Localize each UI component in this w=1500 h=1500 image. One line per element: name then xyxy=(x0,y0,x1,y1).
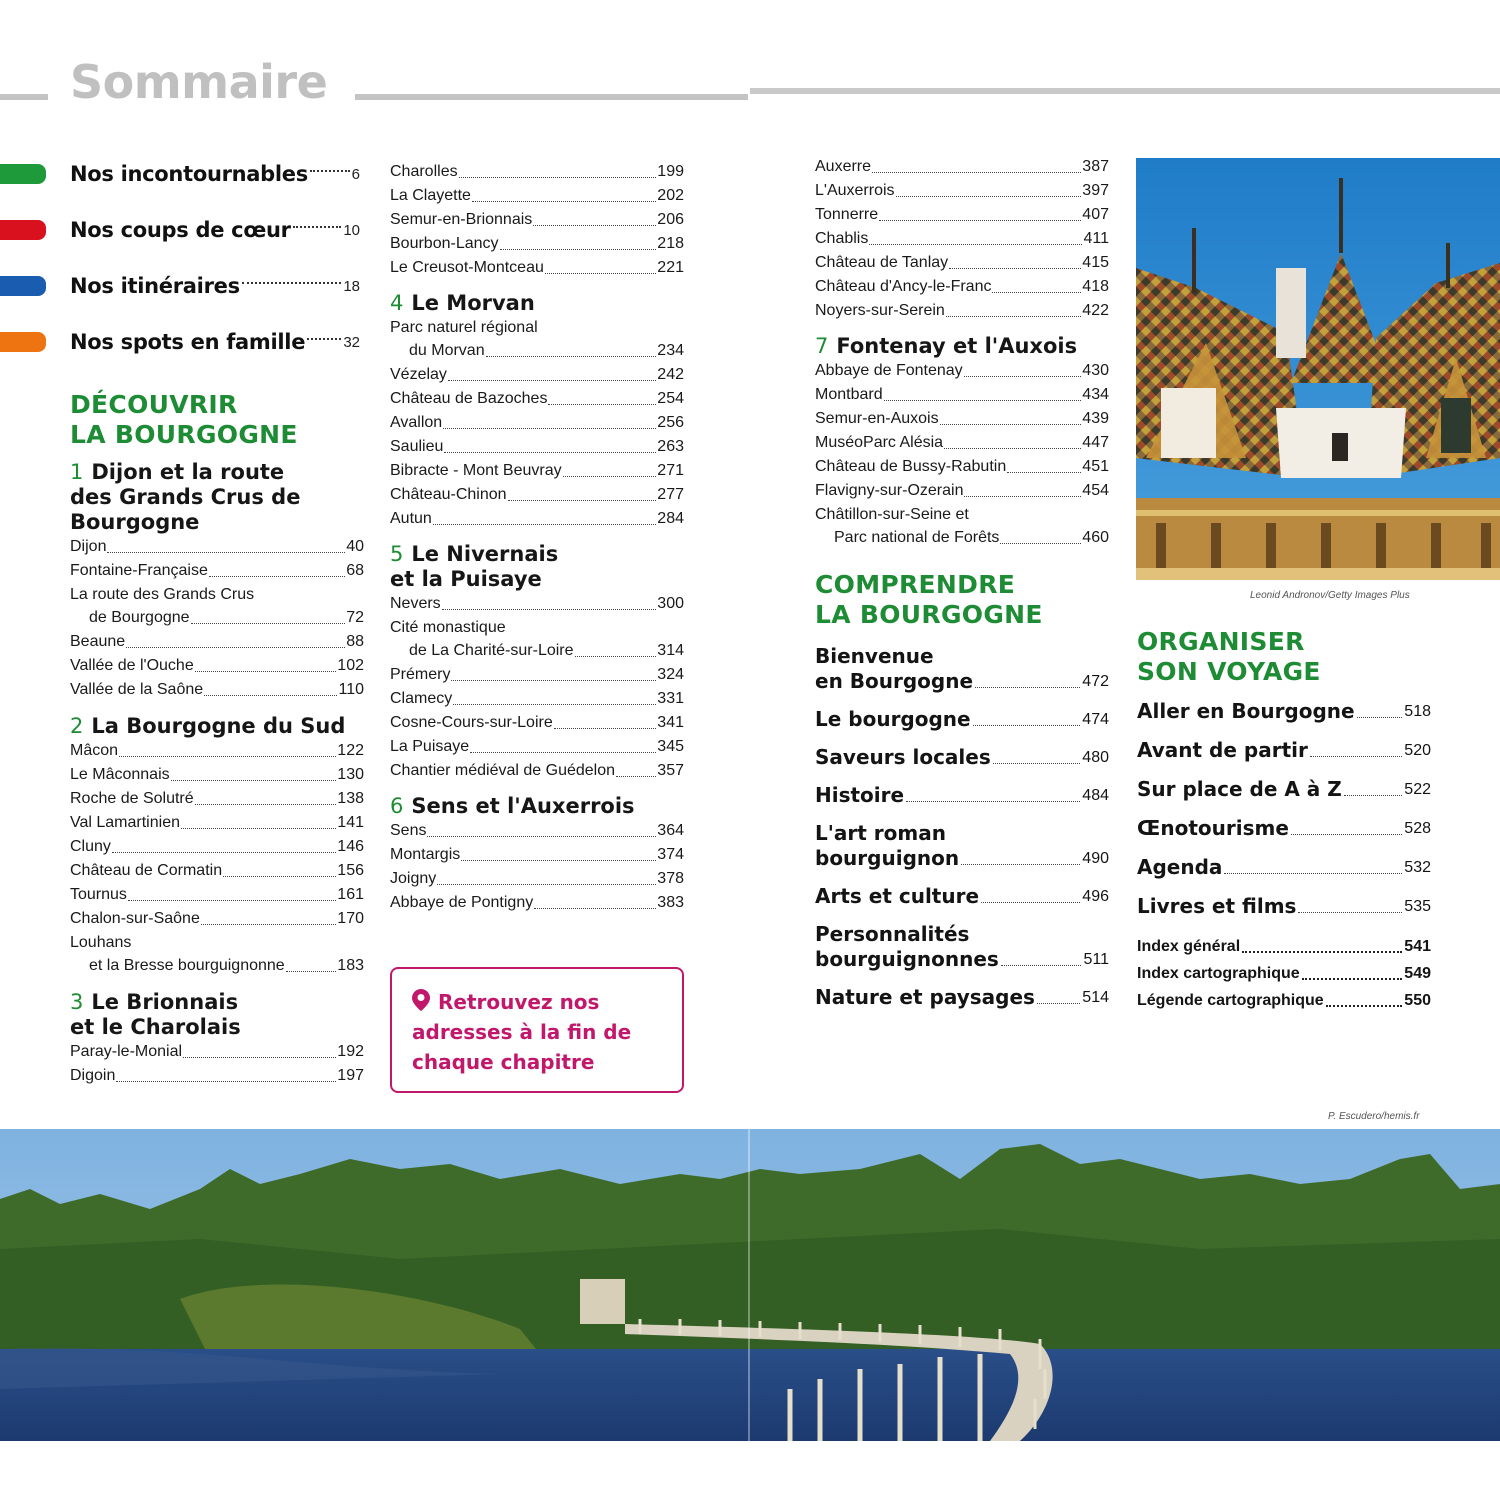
toc-entry[interactable]: Le Mâconnais 130 xyxy=(70,766,364,783)
toc-entry[interactable]: Livres et films 535 xyxy=(1137,894,1431,918)
toc-entry[interactable]: Chalon-sur-Saône 170 xyxy=(70,910,364,927)
hospices-de-beaune-photo xyxy=(1136,158,1500,580)
section-title-line: SON VOYAGE xyxy=(1137,657,1321,686)
toc-entry[interactable]: Autun 284 xyxy=(390,510,684,527)
section-title-line: COMPRENDRE xyxy=(815,570,1016,599)
page-number: 32 xyxy=(343,333,360,351)
toc-entry[interactable]: Roche de Solutré 138 xyxy=(70,790,364,807)
chapter-3-heading[interactable] xyxy=(70,990,364,1040)
section-title-line: DÉCOUVRIR xyxy=(70,390,238,419)
highlight-label: Nos itinéraires xyxy=(70,274,240,298)
toc-entry[interactable]: MuséoParc Alésia 447 xyxy=(815,434,1109,451)
chapter-6-heading[interactable] xyxy=(390,794,684,819)
comprendre-list xyxy=(815,644,1109,1010)
toc-entry[interactable]: La Clayette 202 xyxy=(390,187,684,204)
toc-column-4 xyxy=(1137,627,1431,1014)
chapter-title: Dijon et la route xyxy=(91,460,285,484)
chapter-title: et le Charolais xyxy=(70,1015,241,1039)
photo-credit-top: Leonid Andronov/Getty Images Plus xyxy=(1250,590,1410,601)
toc-entry[interactable]: Cosne-Cours-sur-Loire 341 xyxy=(390,714,684,731)
toc-entry[interactable]: Vézelay 242 xyxy=(390,366,684,383)
toc-entry[interactable]: Cluny 146 xyxy=(70,838,364,855)
toc-entry-first-line[interactable]: Personnalités xyxy=(815,922,970,946)
chapter-title: La Bourgogne du Sud xyxy=(91,714,346,738)
section-title-line: ORGANISER xyxy=(1137,627,1305,656)
toc-entry[interactable]: Val Lamartinien 141 xyxy=(70,814,364,831)
highlight-label: Nos spots en famille xyxy=(70,330,306,354)
toc-entry[interactable]: Beaune 88 xyxy=(70,633,364,650)
highlight-itineraires[interactable] xyxy=(0,271,360,301)
toc-entry[interactable]: Bourbon-Lancy 218 xyxy=(390,235,684,252)
highlight-spots-famille[interactable] xyxy=(0,327,360,357)
chapter-title: Bourgogne xyxy=(70,510,200,534)
title-rule-right-page xyxy=(750,88,1500,94)
title-rule-right xyxy=(355,94,748,100)
toc-entry[interactable]: Château de Bazoches 254 xyxy=(390,390,684,407)
toc-entry[interactable]: Le bourgogne 474 xyxy=(815,707,1109,731)
toc-entry-first-line[interactable]: Cité monastique xyxy=(390,619,506,636)
toc-entry[interactable]: Abbaye de Fontenay 430 xyxy=(815,362,1109,379)
toc-entry[interactable]: Saulieu 263 xyxy=(390,438,684,455)
toc-entry[interactable]: Clamecy 331 xyxy=(390,690,684,707)
toc-entry[interactable]: Auxerre 387 xyxy=(815,158,1109,175)
chapter-5-heading[interactable] xyxy=(390,542,684,592)
toc-entry[interactable]: Château-Chinon 277 xyxy=(390,486,684,503)
callout-text: Retrouvez nos adresses à la fin de chaque chapitre xyxy=(412,990,632,1074)
toc-entry-first-line[interactable]: L'art roman xyxy=(815,821,946,845)
section-title-line: LA BOURGOGNE xyxy=(815,600,1043,629)
chapter-number: 7 xyxy=(815,334,829,358)
toc-entry[interactable]: du Morvan 234 xyxy=(409,342,684,359)
index-entry[interactable]: Légende cartographique 550 xyxy=(1137,992,1431,1009)
red-tab-marker xyxy=(0,220,46,240)
chapter-1-heading[interactable] xyxy=(70,460,364,535)
toc-entry[interactable]: Sens 364 xyxy=(390,822,684,839)
toc-entry[interactable]: Château d'Ancy-le-Franc 418 xyxy=(815,278,1109,295)
leader-dots xyxy=(307,338,341,340)
chapter-number: 3 xyxy=(70,990,84,1014)
toc-entry-first-line[interactable]: Bienvenue xyxy=(815,644,934,668)
highlight-coups-de-coeur[interactable] xyxy=(0,215,360,245)
toc-entry[interactable]: Flavigny-sur-Ozerain 454 xyxy=(815,482,1109,499)
index-entry[interactable]: Index cartographique 549 xyxy=(1137,965,1431,982)
toc-entry[interactable]: Montargis 374 xyxy=(390,846,684,863)
toc-entry[interactable]: Saveurs locales 480 xyxy=(815,745,1109,769)
chapter-number: 6 xyxy=(390,794,404,818)
chapter-number: 1 xyxy=(70,460,84,484)
page-number: 10 xyxy=(343,221,360,239)
toc-entry[interactable]: et la Bresse bourguignonne 183 xyxy=(89,957,364,974)
toc-entry-first-line[interactable]: Châtillon-sur-Seine et xyxy=(815,506,969,523)
index-entry[interactable]: Index général 541 xyxy=(1137,938,1431,955)
green-tab-marker xyxy=(0,164,46,184)
highlight-label: Nos coups de cœur xyxy=(70,218,291,242)
toc-entry[interactable]: Bibracte - Mont Beuvray 271 xyxy=(390,462,684,479)
section-title-organiser xyxy=(1137,627,1431,687)
toc-entry[interactable]: Abbaye de Pontigny 383 xyxy=(390,894,684,911)
toc-entry[interactable]: Château de Bussy-Rabutin 451 xyxy=(815,458,1109,475)
page-number: 6 xyxy=(351,165,360,183)
toc-column-1 xyxy=(70,390,364,1088)
toc-entry[interactable]: Agenda 532 xyxy=(1137,855,1431,879)
leader-dots xyxy=(293,226,342,228)
lake-boardwalk-photo xyxy=(0,1129,1500,1441)
toc-entry[interactable]: Château de Tanlay 415 xyxy=(815,254,1109,271)
photo-credit-bottom: P. Escudero/hemis.fr xyxy=(1328,1111,1420,1122)
toc-entry[interactable]: Digoin 197 xyxy=(70,1067,364,1084)
toc-entry[interactable]: L'Auxerrois 397 xyxy=(815,182,1109,199)
chapter-title: Le Brionnais xyxy=(91,990,239,1014)
section-title-comprendre xyxy=(815,570,1109,630)
index-list xyxy=(1137,933,1431,1014)
toc-entry[interactable]: Nature et paysages 514 xyxy=(815,985,1109,1009)
toc-entry[interactable]: en Bourgogne 472 xyxy=(815,669,1109,693)
highlight-incontournables[interactable] xyxy=(0,159,360,189)
toc-entry[interactable]: Joigny 378 xyxy=(390,870,684,887)
toc-entry[interactable]: Paray-le-Monial 192 xyxy=(70,1043,364,1060)
toc-entry[interactable]: Noyers-sur-Serein 422 xyxy=(815,302,1109,319)
toc-entry[interactable]: Mâcon 122 xyxy=(70,742,364,759)
section-title-decouvrir xyxy=(70,390,364,450)
chapter-title: Sens et l'Auxerrois xyxy=(411,794,635,818)
photo-lake-illustration xyxy=(0,1129,1500,1441)
map-pin-icon xyxy=(412,989,430,1011)
title-rule-left xyxy=(0,94,48,100)
organiser-list xyxy=(1137,699,1431,919)
toc-entry[interactable]: Tonnerre 407 xyxy=(815,206,1109,223)
toc-entry[interactable]: Semur-en-Auxois 439 xyxy=(815,410,1109,427)
toc-entry[interactable]: Dijon 40 xyxy=(70,538,364,555)
toc-entry[interactable]: bourguignon 490 xyxy=(815,846,1109,870)
chapter-number: 2 xyxy=(70,714,84,738)
toc-entry[interactable]: Chantier médiéval de Guédelon 357 xyxy=(390,762,684,779)
chapter-7-heading[interactable] xyxy=(815,334,1109,359)
toc-entry[interactable]: Œnotourisme 528 xyxy=(1137,816,1431,840)
toc-entry[interactable]: Le Creusot-Montceau 221 xyxy=(390,259,684,276)
leader-dots xyxy=(310,170,350,172)
toc-entry[interactable]: Arts et culture 496 xyxy=(815,884,1109,908)
chapter-4-heading[interactable] xyxy=(390,291,684,316)
toc-entry[interactable]: Parc national de Forêts 460 xyxy=(834,529,1109,546)
toc-column-3 xyxy=(815,155,1109,1010)
toc-entry[interactable]: Vallée de l'Ouche 102 xyxy=(70,657,364,674)
toc-entry[interactable]: Nevers 300 xyxy=(390,595,684,612)
chapter-title: des Grands Crus de xyxy=(70,485,301,509)
section-title-line: LA BOURGOGNE xyxy=(70,420,298,449)
toc-entry[interactable]: Prémery 324 xyxy=(390,666,684,683)
chapter-number: 4 xyxy=(390,291,404,315)
toc-entry[interactable]: Charolles 199 xyxy=(390,163,684,180)
blue-tab-marker xyxy=(0,276,46,296)
toc-entry[interactable]: Aller en Bourgogne 518 xyxy=(1137,699,1431,723)
photo-roof-illustration xyxy=(1136,158,1500,580)
toc-entry[interactable]: Histoire 484 xyxy=(815,783,1109,807)
toc-entry[interactable]: Sur place de A à Z 522 xyxy=(1137,777,1431,801)
toc-entry[interactable]: Semur-en-Brionnais 206 xyxy=(390,211,684,228)
page-number: 18 xyxy=(343,277,360,295)
leader-dots xyxy=(242,282,342,284)
chapter-title: Le Morvan xyxy=(411,291,535,315)
toc-entry[interactable]: Chablis 411 xyxy=(815,230,1109,247)
toc-entry[interactable]: Avallon 256 xyxy=(390,414,684,431)
toc-entry[interactable]: Tournus 161 xyxy=(70,886,364,903)
orange-tab-marker xyxy=(0,332,46,352)
chapter-title: Le Nivernais xyxy=(411,542,559,566)
chapter-2-heading[interactable] xyxy=(70,714,364,739)
toc-entry-first-line[interactable]: Parc naturel régional xyxy=(390,319,538,336)
chapter-number: 5 xyxy=(390,542,404,566)
toc-entry[interactable]: Avant de partir 520 xyxy=(1137,738,1431,762)
toc-entry[interactable]: bourguignonnes 511 xyxy=(815,947,1109,971)
toc-entry[interactable]: Fontaine-Française 68 xyxy=(70,562,364,579)
toc-entry[interactable]: Montbard 434 xyxy=(815,386,1109,403)
toc-entry[interactable]: de Bourgogne 72 xyxy=(89,609,364,626)
toc-entry[interactable]: La Puisaye 345 xyxy=(390,738,684,755)
toc-column-2 xyxy=(390,160,684,915)
toc-entry[interactable]: Vallée de la Saône 110 xyxy=(70,681,364,698)
chapter-title: Fontenay et l'Auxois xyxy=(836,334,1078,358)
toc-entry-first-line[interactable]: Louhans xyxy=(70,934,132,951)
toc-entry[interactable]: de La Charité-sur-Loire 314 xyxy=(409,642,684,659)
addresses-callout xyxy=(390,967,684,1093)
page-title: Sommaire xyxy=(70,55,328,109)
toc-entry-first-line[interactable]: La route des Grands Crus xyxy=(70,586,255,603)
toc-entry[interactable]: Château de Cormatin 156 xyxy=(70,862,364,879)
highlight-label: Nos incontournables xyxy=(70,162,308,186)
chapter-title: et la Puisaye xyxy=(390,567,542,591)
